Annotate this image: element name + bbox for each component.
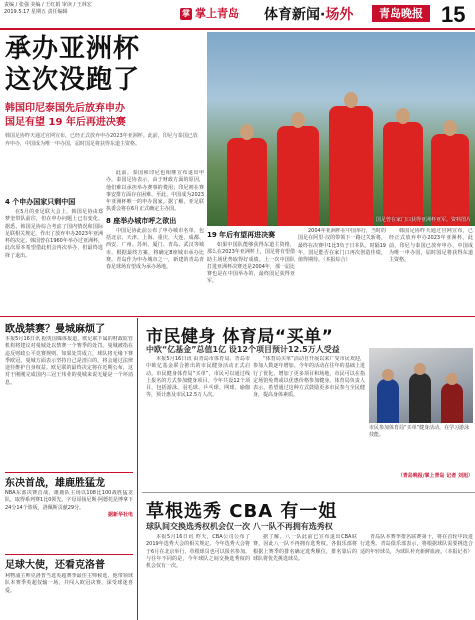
lead-subheadline (5, 102, 126, 130)
article-paragraph: 2004年亚洲杯在中国举行，当时的国足在阿里·汉的带领下一路过关斩将，最终在决赛中1比3负于日本队。时隔19年，国足能否在家门口再次创造佳绩，值得期待。（本报综合） (298, 228, 386, 264)
market-column (146, 356, 250, 488)
lead-column (207, 228, 295, 313)
article-paragraph: 本报5月16日讯 据英国媒体报道，欧足联下属的财政监管机构将建议对曼城处以禁赛一个赛季的处罚。曼城被指在违反财政公平竞赛规则，如果处罚成立，球队将无缘下赛季欧冠。曼城方面表示坚持自己是清白的，将会通过法律途径维护自身权益。欧足联的最终决定将在近期公布，这对于刚刚完成国内三冠王伟业的曼城来说无疑是一个坏消息。 (5, 336, 133, 386)
lead-headline (5, 34, 140, 96)
cba-subheadline: 球队间交换选秀权机会仅一次 八一队不再拥有选秀权 (146, 522, 333, 531)
player-figure (383, 122, 423, 226)
article-paragraph: “体育局买单”活动自开展以来广受市民欢迎，参加人数逐年增加。今年的活动在往年的基础上进行了优化，增加了更多项目和场地，市民可以在指定场馆免费或以优惠价格参加健身。体育局负责人表示，希望通过这种方式鼓励更多市民参与全民健身，提高身体素质。 (253, 356, 365, 399)
article-paragraph: 如果中国队能够获得东道主资格，那么在2023年亚洲杯上，国足将有望借助主场优势取得好成绩。上一次中国队打进亚洲杯决赛还是2004年，那一届比赛也是在中国举办的，最终国足获得亚军。 (207, 242, 295, 285)
article-paragraph: 利物浦主帅克洛普当选英超赛季最佳主帅候选，他带领球队本赛季英超仅输一场，并闯入欧冠决赛，深受球迷喜爱。 (5, 573, 133, 594)
qingdao-app-icon: 掌 (182, 9, 190, 18)
sidebar-article (5, 490, 133, 553)
section-label (264, 4, 353, 24)
lead-column (106, 170, 204, 313)
section-accent: 场外 (325, 7, 354, 23)
lead-subheadline-line1: 韩国印尼泰国先后放弃申办 (5, 103, 125, 114)
lead-photo-caption: 国足曾在家门口获得亚洲杯亚军。资料图片 (375, 217, 471, 223)
cba-headline: 草根选秀 CBA 有一姐 (146, 501, 338, 522)
market-photo-caption: 市民参加体育局“买单”健身活动，在学习游泳技能。 (369, 425, 470, 438)
article-paragraph: NBA东部决赛首战，雄鹿队主场以108比100战胜猛龙队，取得系列赛1比0领先。字母哥扬尼斯·阿德托昆博拿下24分14个篮板，洛佩斯贡献29分。 (5, 490, 133, 511)
app-logo[interactable] (180, 5, 239, 21)
player-figure (227, 138, 267, 226)
section-divider (0, 316, 475, 317)
sidebar-headline: 欧战禁赛？曼城麻烦了 (5, 324, 105, 335)
column-rule (137, 318, 138, 620)
sidebar-headline: 东决首战，雄鹿胜猛龙 (5, 478, 105, 489)
app-logo-label: 掌上青岛 (195, 7, 239, 20)
article-paragraph: 此前，泰国和印尼也相继宣布退出申办。泰国足协表示，由于财政方面的原因，他们难以承担举办赛事的费用；印尼则在赛事安排方面存在困难。至此，中国成为2023年亚洲杯唯一的申办国家。据了解，亚足联执委会将在6月正式确定主办国。 (106, 170, 204, 213)
newspaper-brand: 青岛晚报 (372, 5, 430, 22)
article-paragraph: 据了解，八一队此前已宣布退出CBA联赛，因此八一队不再拥有选秀权。各俱乐部将根据上赛季的排名确定选秀顺位，排名靠后的球队将优先挑选球员。 (253, 534, 357, 562)
person-figure (441, 383, 463, 423)
lead-headline-line1: 承办亚洲杯 (5, 34, 141, 64)
sidebar-divider (5, 554, 133, 555)
article-paragraph: 韩国足协昨天通过官网宣布，已经正式放弃申办2023年亚洲杯。此前，印尼与泰国已放弃申办，中国成为唯一申办国，届时国足将获得东道主资格。 (389, 228, 473, 264)
sidebar-divider (5, 472, 133, 473)
market-column (253, 356, 365, 488)
editor-credits: 责编 / 张强 美编 / 王红娟 审读 / 王林宏 2019.5.17 星期五 责任编辑 (4, 2, 92, 15)
sidebar-headline: 足球大使，还看克洛普 (5, 560, 105, 571)
reporter-credit: 据新华社电 (107, 511, 133, 518)
person-figure (409, 373, 431, 423)
page-number: 15 (441, 2, 466, 27)
lead-subheadline-line2: 国足有望 19 年后再进决赛 (5, 117, 126, 128)
player-figure (431, 134, 469, 226)
market-headline: 市民健身 体育局“买单” (146, 327, 334, 347)
lead-column (5, 195, 103, 313)
page-header (0, 0, 475, 30)
market-byline: （青岛晚报/掌上青岛 记者 刘旭） (397, 473, 473, 479)
story-divider (142, 492, 475, 493)
section-name: 体育新闻· (264, 7, 326, 23)
person-figure (377, 379, 399, 423)
article-paragraph: 在5月的亚足联大会上，韩国足协由郑梦奎带队前往，但在申办问题上已有变化。据悉，韩国足协综合考虑了国内情况和国际足联相关规定，作出了放弃申办2023年亚洲杯的决定。韩国曾在1960年举办过亚洲杯，此次原本希望借此机会再次举办，但最终选择了退出。 (5, 209, 103, 259)
cba-column (146, 534, 250, 620)
article-paragraph: 本报5月16日讯 昨天，CBA公司公布了2019年选秀大会的相关规定。今年选秀大会将于6月在北京举行，草根球员也可以报名参加。与往年不同的是，今年球队之间交换选秀权的机会仅有一次。 (146, 534, 250, 570)
article-paragraph: 青岛队本赛季排名联赛第十，将在首轮中段进行选秀。青岛俱乐部表示，将根据球队需要挑选合适的年轻球员，为球队补充新鲜血液。（本报记者） (360, 534, 473, 555)
article-paragraph: 本报5月16日讯 由青岛市体育局、青岛市中欧亿基金联合推出的市民健身活动正式启动。市民健身体育局“买单”，市民可以通过线上报名的方式参加健身项目。今年共设12个项目，包括游泳、羽毛球、乒乓球、网球、瑜伽等，预计惠及市民12.5万人次。 (146, 356, 250, 399)
cba-column (360, 534, 473, 620)
market-photo (369, 348, 473, 423)
lead-column (298, 228, 386, 313)
lead-photo (207, 32, 475, 226)
lead-headline-line2: 这次没跑了 (5, 65, 141, 95)
article-paragraph: 中国足协此前公布了申办城市名单，包括北京、天津、上海、重庆、大连、成都、西安、广州、苏州、厦门、青岛、武汉等城市。根据最终方案，将确定8座城市承办比赛。青岛作为申办城市之一，新建的青岛青春足球场有望成为承办场地。 (106, 227, 204, 271)
section-heading: 8 座举办城市呼之欲出 (106, 216, 177, 225)
section-heading: 4 个申办国家只剩中国 (5, 198, 76, 206)
player-figure (329, 106, 373, 226)
cba-column (253, 534, 357, 620)
sidebar-article (5, 336, 133, 471)
lead-summary: 韩国足协昨天通过官网宣布，已经正式放弃申办2023年亚洲杯。此前，印尼与泰国已放弃申办，中国成为唯一申办国，届时国足将获得东道主资格。 (5, 133, 198, 147)
section-heading: 19 年后有望再进决赛 (207, 231, 276, 239)
sidebar-article (5, 573, 133, 620)
lead-column (389, 228, 473, 313)
player-figure (277, 126, 319, 226)
market-subheadline: 中欧“亿基金”总值1亿 设12个项目预计12.5万人受益 (146, 345, 340, 354)
